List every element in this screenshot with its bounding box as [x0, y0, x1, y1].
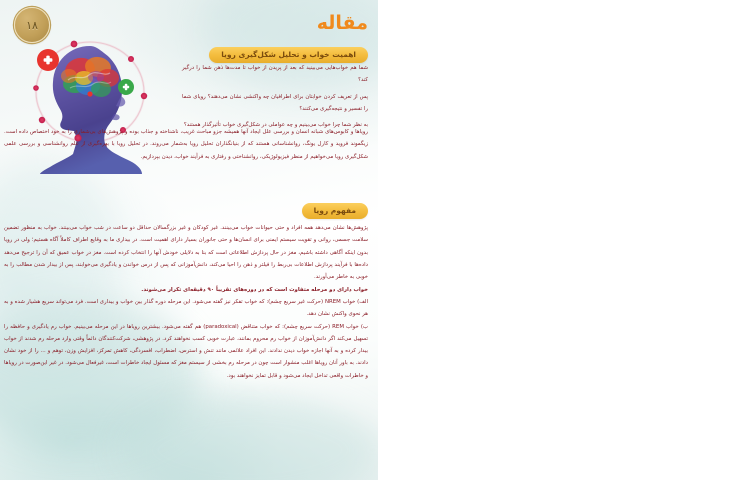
page-title: مقاله	[316, 12, 368, 34]
body-paragraph-rem: ب) خواب REM (حرکت سریع چشم): که خواب متناقض (paradoxical) هم گفته می‌شود. بیشترین رویاها در این مرحله می‌بینیم. خواب رم یادگیری و حافظه را تسهیل می‌کند اگر دانش‌آموزان از خواب رم محروم بمانند، عبارت خوبی کسب نخواهند کرد. در پژوهشی، شرکت‌کنندگان دائماً وقتی وارد مرحله رم شدند از خواب بیدار کرده و به آنها اجازه خواب دیدن ندادند. این افراد علائمی مانند تنش و استرس، اضطراب، افسردگی، کاهش تمرکز، افزایش وزن، توهم و ... را از خود نشان دادند. به باور آنان رویاها اغلب منشوار است چون در مرحله رم بخشی از سیستم مغز که مسئول ایجاد خاطرات است، غیرفعال می‌شود. در غیر این‌صورت در رویاها و خاطرات واقعی تداخل ایجاد می‌شود و قابل تمایز نخواهند بود.	[4, 323, 368, 379]
section-heading-importance: اهمیت خواب و تحلیل شکل‌گیری رویا	[209, 47, 368, 63]
body-paragraph-nrem: الف) خواب NREM (حرکت غیر سریع چشم): که خواب تفکر نیز گفته می‌شود. این مرحله دوره گذار بین خواب و بیداری است. فرد می‌تواند سریع هشیار شده و به هر نحوی واکنش نشان دهد.	[4, 298, 368, 318]
red-cross-icon	[37, 49, 59, 71]
intro-question-3: به نظر شما چرا خواب می‌بینیم و چه عواملی در شکل‌گیری خواب تأثیرگذار هستند؟	[183, 122, 368, 129]
page-number-text: ۱۸	[26, 18, 38, 32]
body-paragraph: رویاها و کابوس‌های شبانه انسان و بررسی علل ایجاد آنها همیشه جزو مباحث غریب، ناشناخته و جذاب بوده و پژوهش‌های بی‌شماری را به خود اختصاص داده است. زیگموند فروید و کارل یونگ، روانشناسانی هستند که از بنیانگذاران تحلیل رویا به‌شمار می‌روند. در تحلیل رویا با بهره‌گیری از علم روانشناسی و بررسی علمی شکل‌گیری رویا می‌خواهیم از منظر فیزیولوژیکی، روانشناختی و رفتاری به فرآیند خواب، دیدن بپردازیم.	[4, 129, 368, 160]
watercolor-wash-bottom	[120, 395, 378, 480]
intro-question-2: پس از تعریف کردن خوابتان برای اطرافیان چه واکنشی نشان می‌دهند؟ رویای شما را تفسیر و نتیجه‌گیری می‌کنند؟	[182, 93, 368, 112]
intro-question-1: شما هم خواب‌هایی می‌بینید که بعد از پریدن از خواب تا مدت‌ها ذهن شما را درگیر کند؟	[182, 65, 368, 84]
body-paragraph: پژوهش‌ها نشان می‌دهد همه افراد و حتی حیوانات خواب می‌بینند. غیر کودکان و غیر بزرگسالان حداقل دو ساعت در شب خواب می‌بینند. خواب به منظور تضمین سلامت جسمی، روانی و تقویت سیستم ایمنی برای انسان‌ها و حتی جانوران بسیار دارای اهمیت است. در بیداری ما به وقایع اطراف کاملاً آگاه هستیم؛ ولی در رویا بدون اینکه آگاهی داشته باشیم، مغز در حال پردازش اطلاعاتی است که بنا به دلایلی خودش آنها را انتخاب کرده است. مغز در خواب عمیق که آن را ترجیح می‌دهد داده‌ها با فرآیند پردازش اطلاعات بی‌ربط را فیلتر و ذهن را احیا می‌کند، دانش‌آموزانی که پس از درس خواندن و یادگیری می‌خوابند، پس از بیدار شدن مطالب را به خوبی به خاطر می‌آورند.	[4, 225, 368, 281]
body-block-importance	[4, 126, 368, 163]
green-cross-icon	[118, 79, 134, 95]
body-block-concept	[4, 222, 368, 382]
body-paragraph-sleep-stages: خواب دارای دو مرحله متفاوت است که در دوره‌های تقریباً ۹۰ دقیقه‌ای تکرار می‌شوند.	[141, 286, 368, 293]
section-heading-concept: مفهوم رویا	[302, 203, 368, 219]
intro-questions-block	[182, 62, 368, 136]
